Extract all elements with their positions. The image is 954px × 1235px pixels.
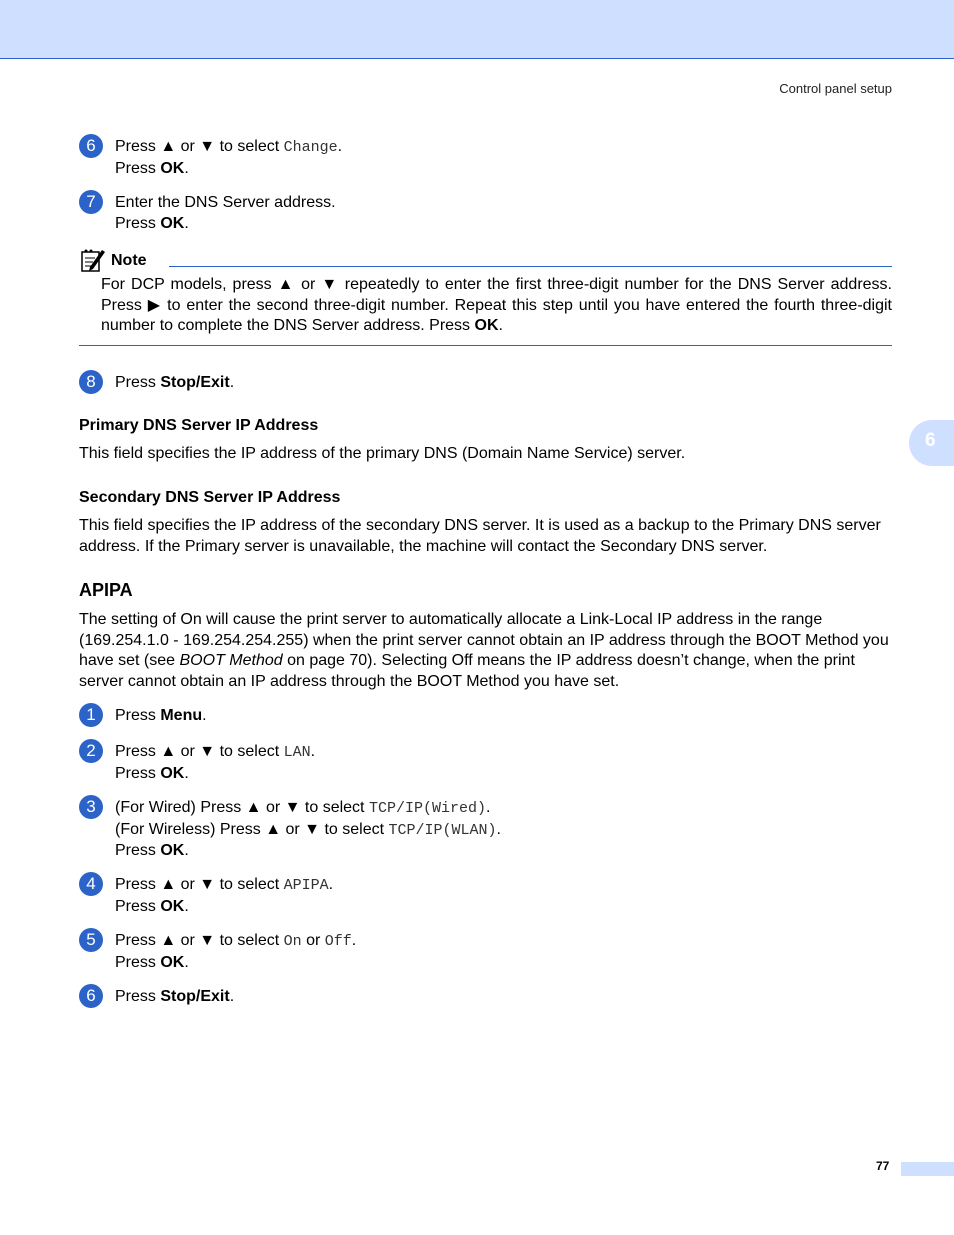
page-number: 77 <box>876 1159 890 1173</box>
chapter-tab-number: 6 <box>925 430 936 451</box>
step-line: Press ▲ or ▼ to select On or Off. <box>115 932 357 950</box>
lcd-text: Change <box>283 139 338 156</box>
note-text: For DCP models, press ▲ or ▼ repeatedly to enter the first three-digit number for the DNS Server address. Press ▶ to enter the second three-digit number. Repeat this step until you have entered the fourth three-digit number to complete the DNS Server address. Press OK. <box>101 276 892 334</box>
step-line: Press ▲ or ▼ to select LAN. <box>115 743 316 761</box>
step-line: Press ▲ or ▼ to select Change. <box>115 138 343 156</box>
key-name: OK <box>160 214 185 232</box>
note-rule <box>169 266 892 267</box>
lcd-text: On <box>283 933 302 950</box>
note-label: Note <box>111 252 147 269</box>
secondary-dns-text: This field specifies the IP address of the secondary DNS server. It is used as a backup to the Primary DNS server address. If the Primary server is unavailable, the machine will contact the Secondary DNS server. <box>79 517 881 555</box>
note-end-rule <box>79 345 892 346</box>
step-line: Press OK. <box>115 159 189 177</box>
step-number-badge: 5 <box>79 928 103 952</box>
lcd-text: TCP/IP(WLAN) <box>388 821 497 839</box>
step-line: Press OK. <box>115 842 189 859</box>
step-number-badge: 4 <box>79 872 103 896</box>
running-head: Control panel setup <box>779 81 892 96</box>
key-name: OK <box>160 953 185 971</box>
header-band <box>0 0 954 59</box>
key-name: OK <box>160 842 185 859</box>
primary-dns-text: This field specifies the IP address of the primary DNS (Domain Name Service) server. <box>79 445 686 462</box>
step-number-badge: 6 <box>79 134 103 158</box>
lcd-text: Off <box>324 933 352 950</box>
key-name: OK <box>160 159 185 177</box>
heading-secondary-dns: Secondary DNS Server IP Address <box>79 489 341 506</box>
page-number-bar <box>901 1162 954 1176</box>
key-name: OK <box>160 764 185 782</box>
heading-apipa: APIPA <box>79 580 133 600</box>
step-line: Press ▲ or ▼ to select APIPA. <box>115 876 334 894</box>
apipa-text: The setting of On will cause the print server to automatically allocate a Link-Local IP address in the range (169.254.1.0 - 169.254.254.255) when the print server cannot obtain an IP address through the BOOT Method you have set (see BOOT Method on page 70). Selecting Off means the IP address doesn’t change, when the print server cannot obtain an IP address through the BOOT Method you have set. <box>79 611 889 690</box>
step-number-badge: 8 <box>79 370 103 394</box>
step-line: Press OK. <box>115 953 189 971</box>
key-name: Menu <box>160 707 203 724</box>
step-line: (For Wireless) Press ▲ or ▼ to select TCP/IP(WLAN). <box>115 820 501 839</box>
step-number-badge: 1 <box>79 703 103 727</box>
step-number-badge: 6 <box>79 984 103 1008</box>
lcd-text: LAN <box>283 744 311 761</box>
step-number-badge: 3 <box>79 795 103 819</box>
note-pencil-icon <box>80 247 106 273</box>
step-line: Press OK. <box>115 897 189 915</box>
step-line: Press OK. <box>115 214 189 232</box>
step-line: Enter the DNS Server address. <box>115 194 336 211</box>
key-name: Stop/Exit <box>160 988 230 1005</box>
cross-reference: BOOT Method <box>179 652 283 669</box>
step-line: (For Wired) Press ▲ or ▼ to select TCP/IP(Wired). <box>115 799 491 817</box>
heading-primary-dns: Primary DNS Server IP Address <box>79 417 319 434</box>
lcd-text: APIPA <box>283 877 329 894</box>
step-line: Press OK. <box>115 764 189 782</box>
lcd-text: TCP/IP(Wired) <box>368 800 486 817</box>
key-name: Stop/Exit <box>160 374 230 391</box>
step-number-badge: 2 <box>79 739 103 763</box>
step-number-badge: 7 <box>79 190 103 214</box>
chapter-tab <box>909 420 954 466</box>
key-name: OK <box>160 897 185 915</box>
